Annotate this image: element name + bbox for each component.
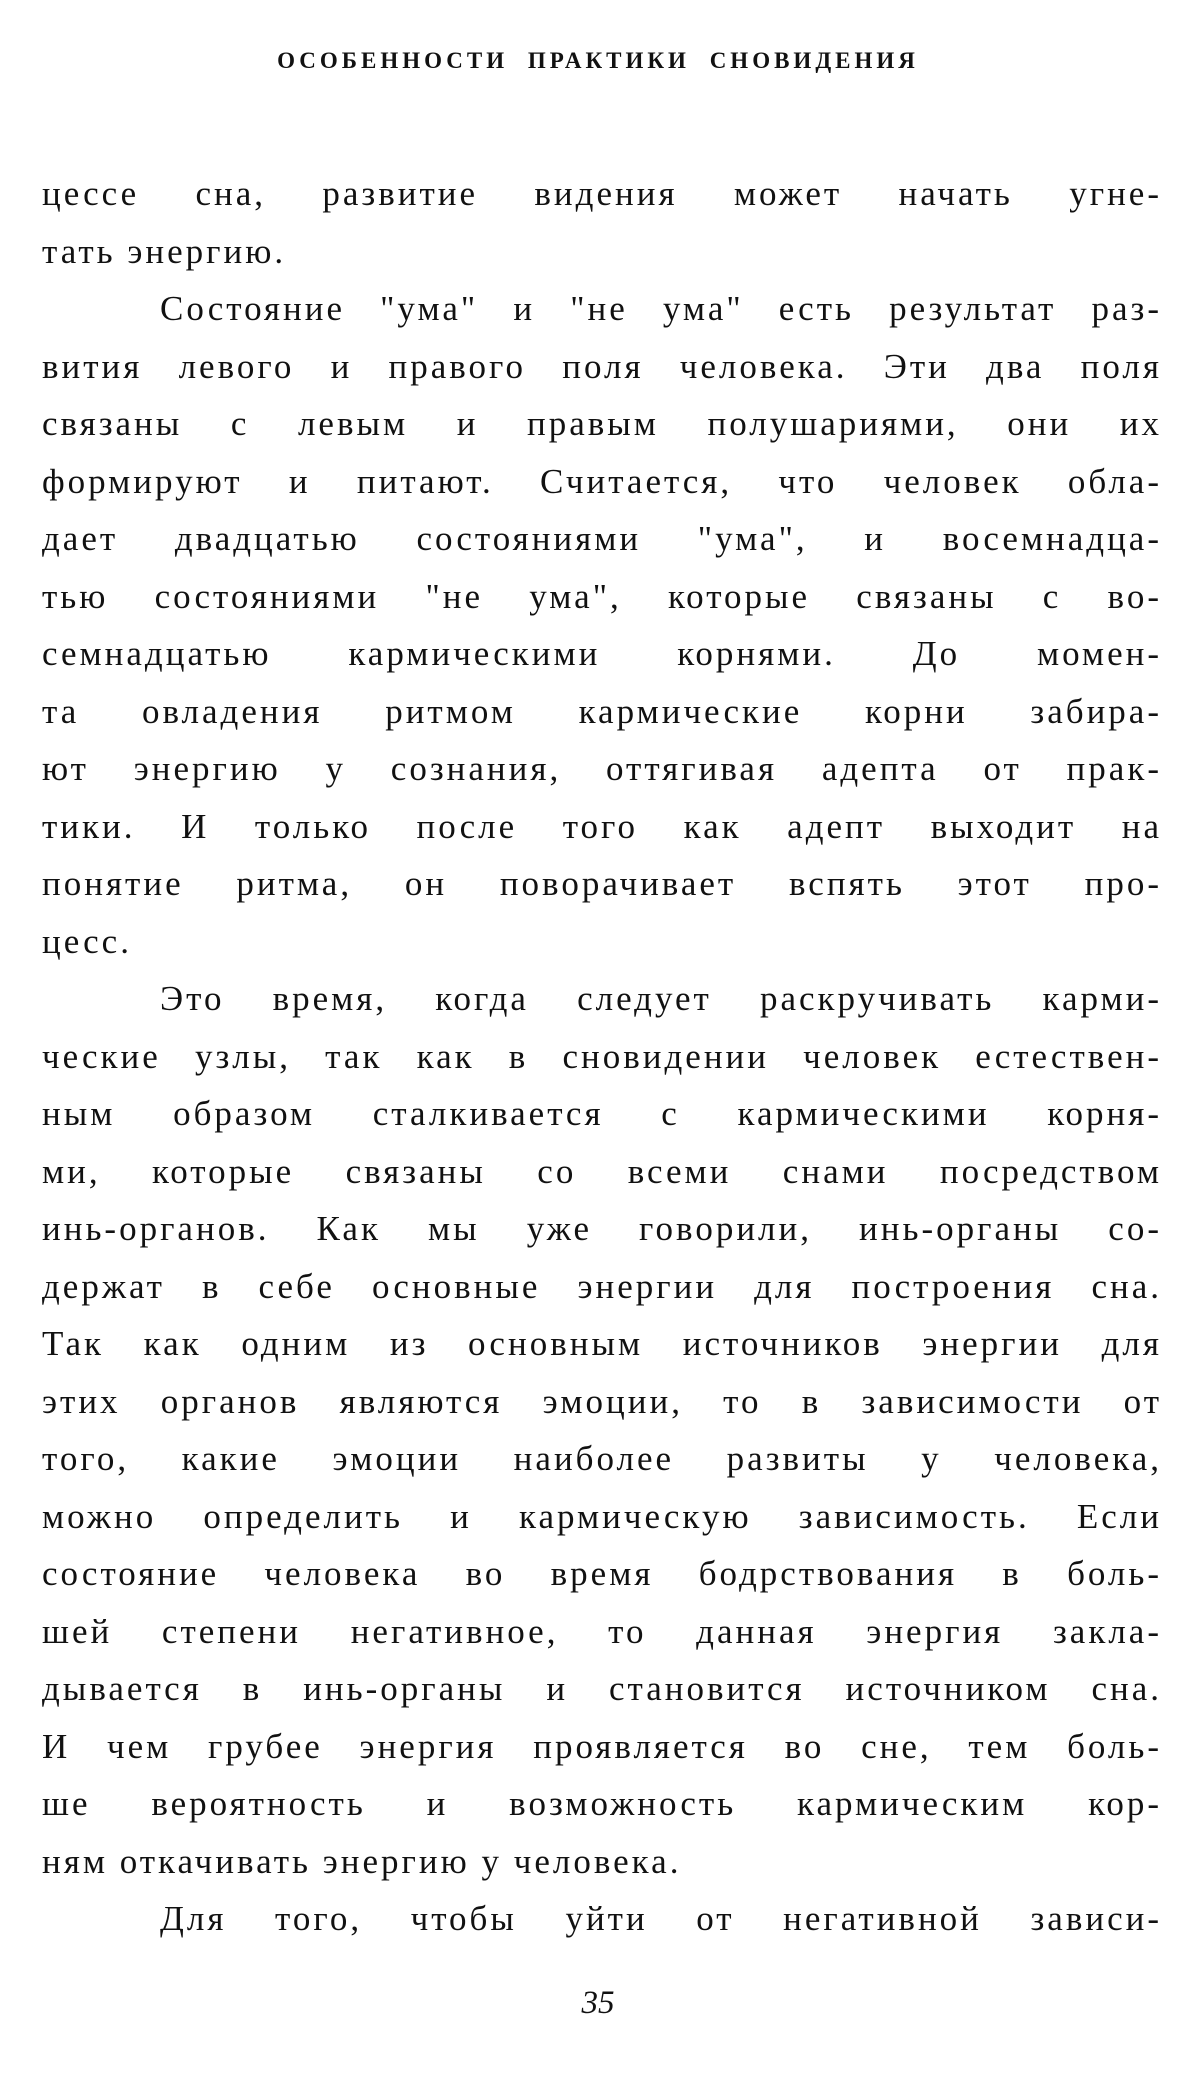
body-text <box>42 165 1162 1948</box>
text-line: ше вероятность и возможность кармическим кор- <box>42 1784 1162 1823</box>
text-line: связаны с левым и правым полушариями, они их <box>42 404 1162 443</box>
text-line: Так как одним из основным источников энергии для <box>42 1324 1162 1363</box>
text-line: тать энергию. <box>42 231 287 271</box>
text-line: цессе сна, развитие видения может начать угне- <box>42 174 1162 213</box>
text-line: шей степени негативное, то данная энергия закла- <box>42 1611 1162 1651</box>
text-line: формируют и питают. Считается, что человек обла- <box>42 461 1162 501</box>
text-line: инь-органов. Как мы уже говорили, инь-органы со- <box>42 1209 1162 1248</box>
text-line: можно определить и кармическую зависимость. Если <box>42 1496 1162 1536</box>
text-line: тики. И только после того как адепт выходит на <box>42 806 1162 846</box>
text-line: этих органов являются эмоции, то в зависимости от <box>42 1381 1162 1421</box>
text-line: тью состояниями "не ума", которые связаны с во- <box>42 576 1162 616</box>
text-line: того, какие эмоции наиболее развиты у человека, <box>42 1439 1162 1478</box>
text-line: Состояние "ума" и "не ума" есть результат раз- <box>160 289 1162 328</box>
text-line: семнадцатью кармическими корнями. До момен- <box>42 634 1162 673</box>
text-line: вития левого и правого поля человека. Эти два поля <box>42 346 1162 386</box>
text-line: ческие узлы, так как в сновидении человек естествен- <box>42 1036 1162 1076</box>
page-number: 35 <box>581 1985 615 2021</box>
text-line: Для того, чтобы уйти от негативной зависи- <box>160 1899 1162 1938</box>
text-line: ют энергию у сознания, оттягивая адепта от прак- <box>42 749 1162 788</box>
text-line: дает двадцатью состояниями "ума", и восемнадца- <box>42 519 1162 558</box>
text-line: понятие ритма, он поворачивает вспять этот про- <box>42 864 1162 903</box>
text-line: И чем грубее энергия проявляется во сне, тем боль- <box>42 1726 1162 1766</box>
text-line: состояние человека во время бодрствования в боль- <box>42 1554 1162 1593</box>
text-line: держат в себе основные энергии для построения сна. <box>42 1266 1162 1306</box>
running-head: ОСОБЕННОСТИ ПРАКТИКИ СНОВИДЕНИЯ <box>277 48 919 73</box>
text-line: та овладения ритмом кармические корни забира- <box>42 691 1162 731</box>
text-line: ми, которые связаны со всеми снами посредством <box>42 1151 1162 1191</box>
text-line: Это время, когда следует раскручивать карми- <box>160 979 1162 1018</box>
text-line: дывается в инь-органы и становится источником сна. <box>42 1669 1162 1708</box>
text-line: ням откачивать энергию у человека. <box>42 1841 682 1881</box>
text-line: ным образом сталкивается с кармическими корня- <box>42 1094 1162 1133</box>
text-line: цесс. <box>42 921 132 961</box>
